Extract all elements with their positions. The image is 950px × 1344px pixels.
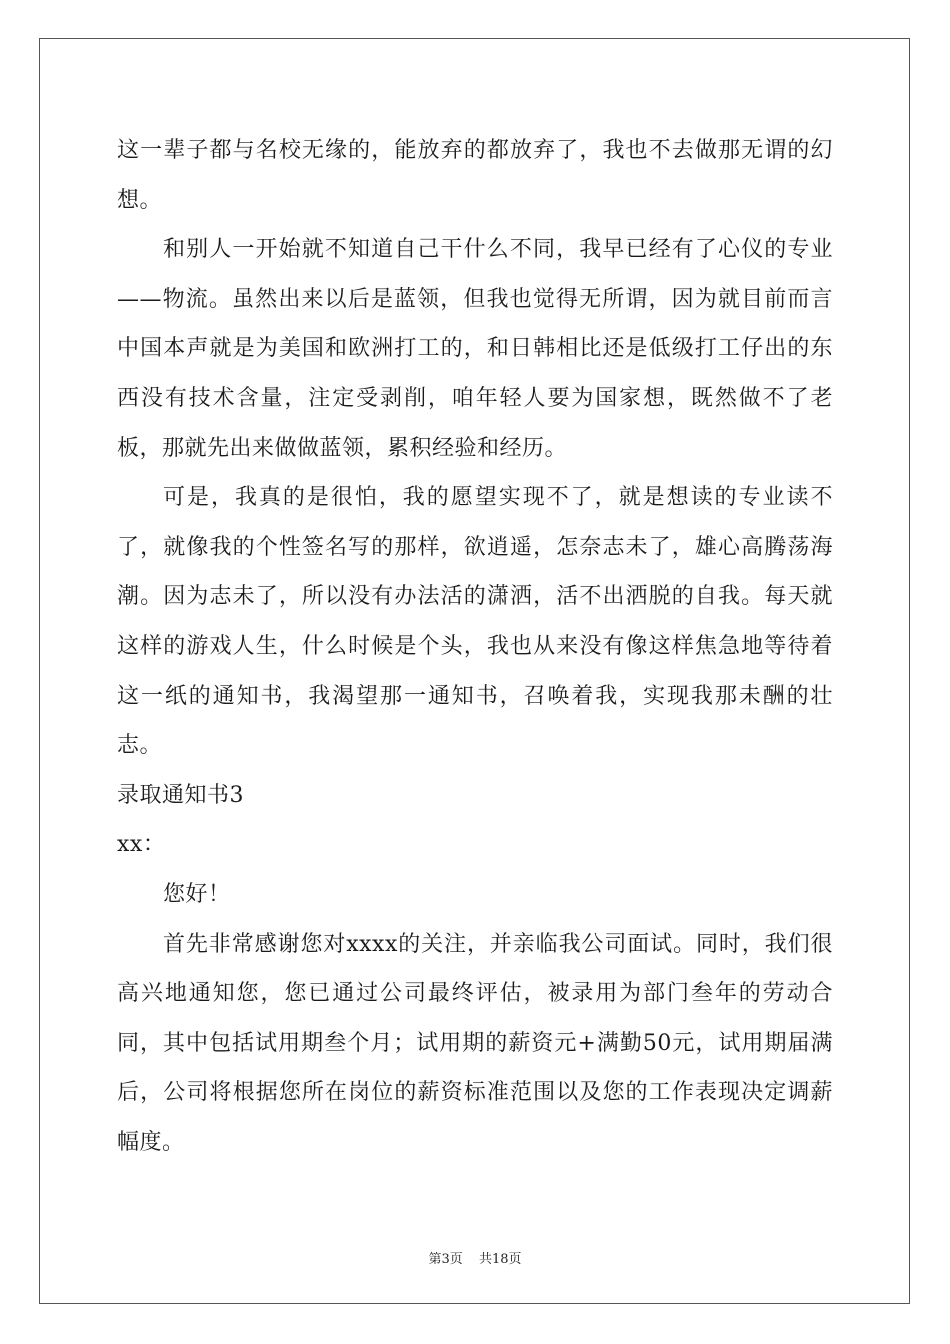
paragraph-2: 和别人一开始就不知道自己干什么不同，我早已经有了心仪的专业——物流。虽然出来以后是蓝领，但我也觉得无所谓，因为就目前而言中国本声就是为美国和欧洲打工的，和日韩相比还是低级打工仔出的东西没有技术含量，注定受剥削，咱年轻人要为国家想，既然做不了老板，那就先出来做做蓝领，累积经验和经历。 — [117, 237, 833, 461]
page-footer — [0, 1248, 950, 1267]
paragraph-offer: 首先非常感谢您对xxxx的关注，并亲临我公司面试。同时，我们很高兴地通知您，您已通过公司最终评估，被录用为部门叁年的劳动合同，其中包括试用期叁个月；试用期的薪资元+满勤50元，试用期届满后，公司将根据您所在岗位的薪资标准范围以及您的工作表现决定调薪幅度。 — [117, 931, 833, 1155]
page-number: 第3页 — [428, 1252, 463, 1267]
salutation: xx： — [117, 832, 166, 858]
section-heading: 录取通知书3 — [117, 782, 244, 808]
document-body — [117, 126, 833, 1167]
paragraph-3: 可是，我真的是很怕，我的愿望实现不了，就是想读的专业读不了，就像我的个性签名写的那样，欲逍遥，怎奈志未了，雄心高腾荡海潮。因为志未了，所以没有办法活的潇洒，活不出洒脱的自我。每天就这样的游戏人生，什么时候是个头，我也从来没有像这样焦急地等待着这一纸的通知书，我渴望那一通知书，召唤着我，实现我那未酬的壮志。 — [117, 485, 833, 759]
paragraph-1: 这一辈子都与名校无缘的，能放弃的都放弃了，我也不去做那无谓的幻想。 — [117, 138, 833, 213]
page-total: 共18页 — [478, 1252, 522, 1267]
greeting: 您好！ — [163, 881, 231, 907]
